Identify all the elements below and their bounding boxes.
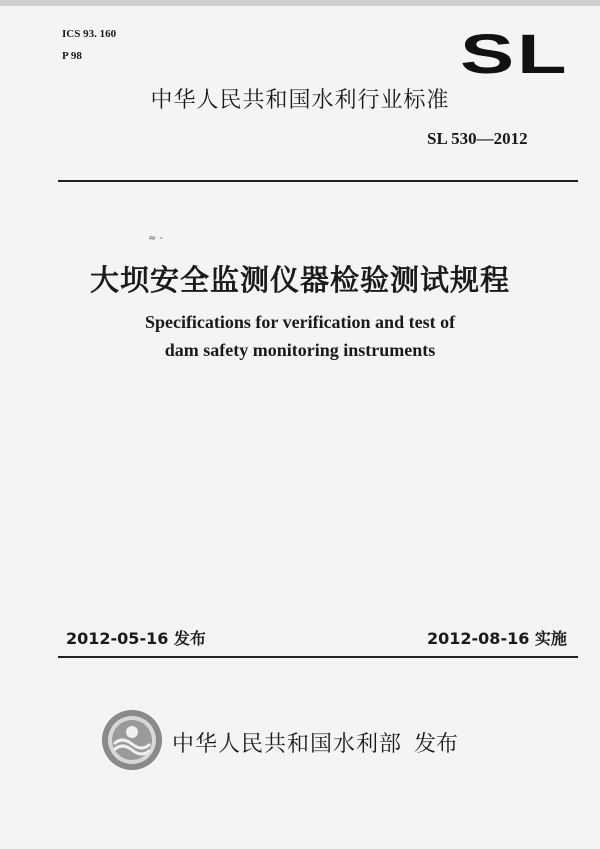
publisher-name: 中华人民共和国水利部 <box>172 732 403 757</box>
classification-code: P 98 <box>62 50 82 62</box>
scan-speck-mark: ≈ - <box>148 233 163 244</box>
standard-number: SL 530—2012 <box>427 129 528 148</box>
issue-date: 2012-05-16 发布 <box>66 629 206 648</box>
standard-category: 中华人民共和国水利行业标准 <box>150 88 450 113</box>
top-divider <box>58 180 578 182</box>
scan-top-band <box>0 0 600 6</box>
sl-logo: SL <box>460 22 570 85</box>
title-english-line1: Specifications for verification and test of <box>144 312 456 332</box>
ministry-seal-icon <box>100 708 164 772</box>
title-english-line2: dam safety monitoring instruments <box>164 340 436 360</box>
title-chinese: 大坝安全监测仪器检验测试规程 <box>89 263 510 297</box>
publish-action: 发布 <box>414 732 459 757</box>
bottom-divider <box>58 656 578 658</box>
ics-code: ICS 93. 160 <box>62 28 117 40</box>
implementation-date: 2012-08-16 实施 <box>427 629 567 648</box>
